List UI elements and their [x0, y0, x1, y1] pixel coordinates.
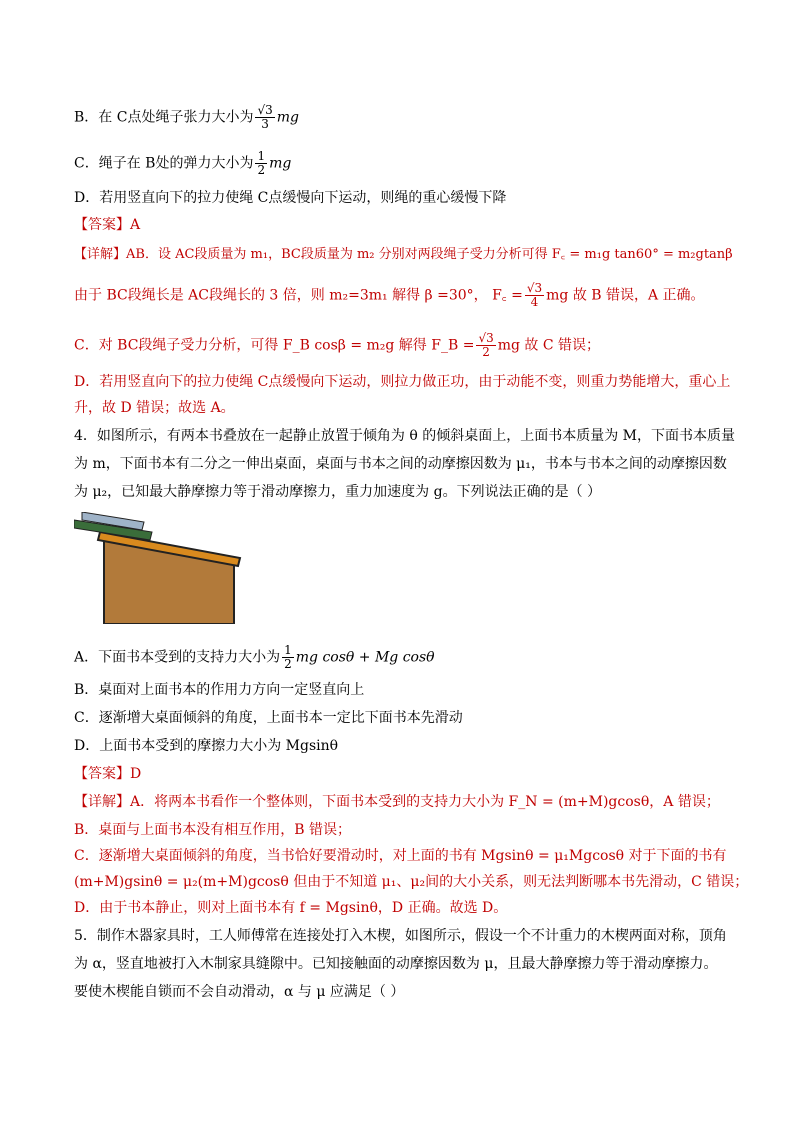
explanation-line: C．逐渐增大桌面倾斜的角度，当书恰好要滑动时，对上面的书有 Mgsinθ = μ₁Mgcosθ 对于下面的书有 [74, 848, 727, 864]
option-d-line: D．上面书本受到的摩擦力大小为 Mgsinθ [74, 738, 339, 754]
question-5-line: 为 α，竖直地被打入木制家具缝隙中。已知接触面的动摩擦因数为 μ，且最大静摩擦力等于滑动摩擦力。 [74, 956, 718, 972]
explanation-line: 升，故 D 错误；故选 A。 [74, 400, 235, 416]
fraction: $\frac{√3}{3}$ [257, 103, 273, 131]
option-b-line: B．桌面对上面书本的作用力方向一定竖直向上 [74, 682, 365, 698]
option-a-line: A．下面书本受到的支持力大小为 $\frac{1}{2}$ mg cosθ + Mg cosθ [74, 643, 435, 671]
fraction: $\frac{1}{2}$ [257, 149, 266, 177]
explanation-line: B．桌面与上面书本没有相互作用，B 错误； [74, 822, 352, 838]
explanation-line: D．由于书本静止，则对上面书本有 f = Mgsinθ，D 正确。故选 D。 [74, 900, 508, 916]
option-b-line: B．在 C点处绳子张力大小为 $\frac{√3}{3}$ mg [74, 103, 299, 131]
answer-label: 【答案】A [74, 217, 141, 233]
question-5-line: 要使木楔能自锁而不会自动滑动，α 与 μ 应满足（ ） [74, 984, 405, 1000]
question-4-line: 为 m，下面书本有二分之一伸出桌面，桌面与书本之间的动摩擦因数为 μ₁，书本与书本之间的动摩擦因数 [74, 456, 727, 472]
option-c-line: C．绳子在 B处的弹力大小为 $\frac{1}{2}$ mg [74, 149, 292, 177]
question-5-line: 5．制作木器家具时，工人师傅常在连接处打入木楔，如图所示，假设一个不计重力的木楔两面对称，顶角 [74, 928, 727, 944]
explanation-line: C．对 BC段绳子受力分析，可得 F_B cosβ = m₂g 解得 F_B = $\frac{√3}{2}$ mg 故 C 错误； [74, 331, 601, 359]
option-c-text: C．绳子在 B处的弹力大小为 [74, 155, 254, 172]
question-4-line: 为 μ₂，已知最大静摩擦力等于滑动摩擦力，重力加速度为 g。下列说法正确的是（ ） [74, 484, 602, 500]
explanation-line: 【详解】AB．设 AC段质量为 m₁，BC段质量为 m₂ 分别对两段绳子受力分析可得 F꜀ = m₁g tan60° = m₂gtanβ [74, 247, 733, 262]
fraction: $\frac{√3}{4}$ [526, 281, 543, 309]
answer-label: 【答案】D [74, 766, 142, 782]
fraction: $\frac{√3}{2}$ [478, 331, 494, 359]
explanation-line: D．若用竖直向下的拉力使绳 C点缓慢向下运动，则拉力做正功，由于动能不变，则重力势能增大，重心上 [74, 374, 731, 390]
explanation-line: 【详解】A．将两本书看作一个整体则，下面书本受到的支持力大小为 F_N = (m+M)gcosθ，A 错误； [74, 794, 720, 810]
question-4-line: 4．如图所示，有两本书叠放在一起静止放置于倾角为 θ 的倾斜桌面上，上面书本质量为 M，下面书本质量 [74, 428, 736, 444]
books-on-inclined-desk-figure [74, 512, 244, 624]
option-d-line: D．若用竖直向下的拉力使绳 C点缓慢向下运动，则绳的重心缓慢下降 [74, 190, 507, 206]
option-c-line: C．逐渐增大桌面倾斜的角度，上面书本一定比下面书本先滑动 [74, 710, 463, 726]
explanation-line: 由于 BC段绳长是 AC段绳长的 3 倍，则 m₂=3m₁ 解得 β =30°， F꜀ = $\frac{√3}{4}$ mg 故 B 错误，A 正确。 [74, 281, 705, 309]
option-b-text: B．在 C点处绳子张力大小为 [74, 109, 254, 126]
fraction: $\frac{1}{2}$ [284, 643, 292, 671]
explanation-line: (m+M)gsinθ = μ₂(m+M)gcosθ 但由于不知道 μ₁、μ₂间的大小关系，则无法判断哪本书先滑动，C 错误； [74, 874, 749, 890]
